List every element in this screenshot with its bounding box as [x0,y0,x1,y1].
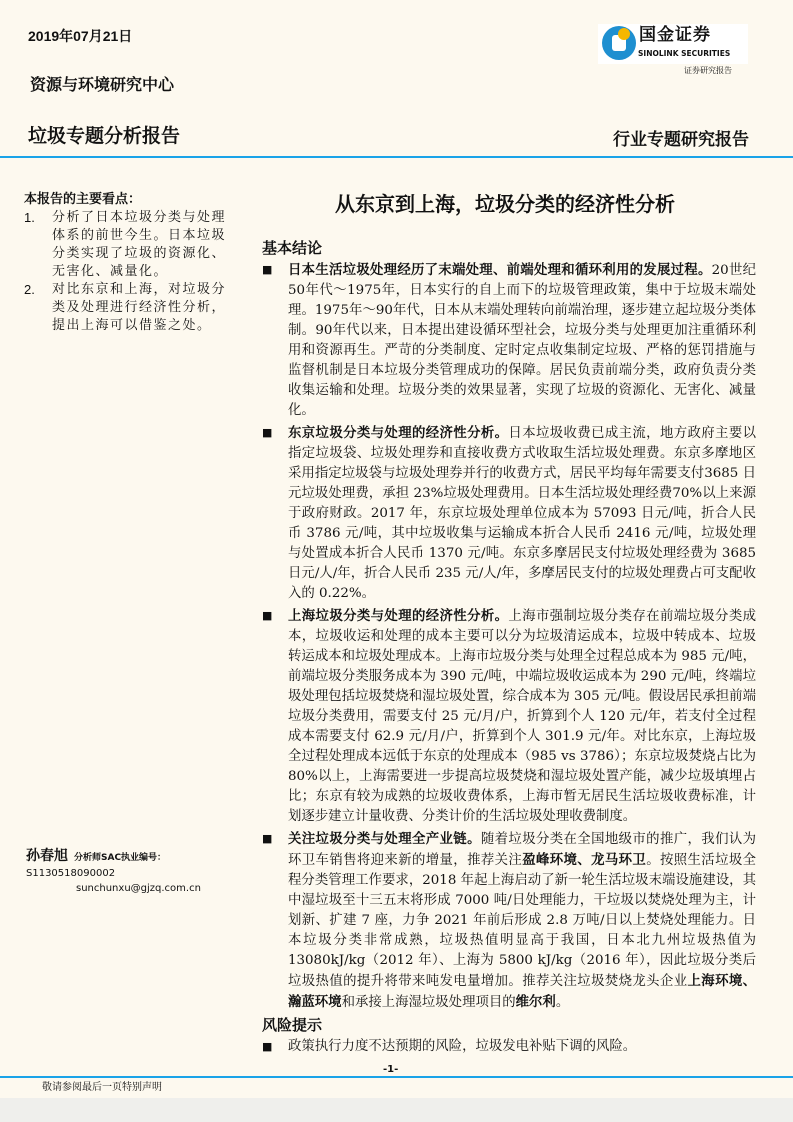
logo-dot-icon [618,28,630,40]
key-point-number: 1. [24,210,35,225]
company-highlight: 维尔利 [515,994,556,1010]
research-center: 资源与环境研究中心 [30,75,175,94]
disclaimer-note: 敬请参阅最后一页特别声明 [42,1082,162,1093]
bullet-square-icon: ■ [262,263,273,276]
bullet-text: 。 [555,995,570,1010]
analyst-email[interactable]: sunchunxu@gjzq.com.cn [76,883,201,894]
bullet-text: 20世纪50年代～1975年，日本实行的自上而下的垃圾管理政策，集中于垃圾末端处理。1975年～90年代，日本从末端处理转向前端治理，逐步建立起垃圾分类体制。90年代以来，日本提出建设循环型社会，垃圾分类与处理更加注重循环利用和资源再生。严苛的分类制度、定时定点收集制定垃圾、严格的惩罚措施与监督机制是日本垃圾分类管理成功的保障。居民负责前端分类，政府负责分类收集运输和处理。垃圾分类的效果显著，实现了垃圾的资源化、无害化、减量化。 [288,263,756,418]
main-title: 从东京到上海，垃圾分类的经济性分析 [335,192,675,216]
bullet-lead: 日本生活垃圾处理经历了末端处理、前端处理和循环利用的发展过程。 [288,262,712,278]
conclusion-bullet [262,260,756,421]
conclusion-bullet [262,829,756,1013]
conclusion-bullet [262,423,756,604]
risk-text: 政策执行力度不达预期的风险，垃圾发电补贴下调的风险。 [288,1039,637,1054]
section-heading-conclusions: 基本结论 [262,239,323,257]
bullet-square-icon: ■ [262,1040,273,1053]
report-title: 垃圾专题分析报告 [28,125,181,147]
analyst-name: 孙春旭 [26,848,68,864]
key-point-number: 2. [24,282,35,297]
bullet-square-icon: ■ [262,832,273,845]
bullet-square-icon: ■ [262,426,273,439]
company-highlight: 盈峰环境、龙马环卫 [522,852,647,868]
section-heading-risks: 风险提示 [262,1016,323,1034]
bullet-square-icon: ■ [262,609,273,622]
logo-en: SINOLINK SECURITIES [638,49,731,58]
key-point-text: 分析了日本垃圾分类与处理体系的前世今生。日本垃圾分类实现了垃圾的资源化、无害化、减量化。 [52,210,227,279]
analyst-label: 分析师SAC执业编号： [74,853,167,863]
bullet-lead: 上海垃圾分类与处理的经济性分析。 [288,608,509,624]
report-date: 2019年07月21日 [28,28,133,44]
key-points-heading: 本报告的主要看点： [24,192,142,207]
bullet-text: 上海市强制垃圾分类存在前端垃圾分类成本，垃圾收运和处理的成本主要可以分为垃圾清运成本，垃圾中转成本、垃圾转运成本和垃圾处理成本。上海市垃圾分类与处理全过程总成本为 985 元/吨，前端垃圾分类服务成本为 390 元/吨，中端垃圾收运成本为 290 元/吨，终端垃圾处理包括垃圾焚烧和湿垃圾处置，综合成本为 305 元/吨。假设居民承担前端垃圾分类费用，需要支付 25 元/月/户，折算到个人 120 元/年，若支付全过程成本需要支付 62.9 元/月/户，折算到个人 301.9 元/年。对比东京，上海垃圾全过程处理成本远低于东京的处理成本（985 vs 3786）；东京垃圾焚烧占比为 80%以上，上海需要进一步提高垃圾焚烧和湿垃圾处置产能，减少垃圾填埋占比；东京有较为成熟的垃圾收费体系，上海市暂无居民生活垃圾收费标准，计划逐步建立计量收费、分类计价的生活垃圾处理收费制度。 [288,609,757,824]
bullet-text: 。按照生活垃圾全程分类管理工作要求，2018 年起上海启动了新一轮生活垃圾末端设施建设，其中湿垃圾至十三五末将形成 7000 吨/日处理能力，干垃圾以焚烧处理为主，计划新、扩建 7 座，力争 2021 年前后形成 2.8 万吨/日以上焚烧处理能力。日本垃圾分类非常成熟，垃圾热值明显高于我国，日本北九州垃圾热值为 13080kJ/kg（2012 年）、上海为 5800 kJ/kg（2016 年），因此垃圾分类后垃圾热值的提升将带来吨发电量增加。推荐关注垃圾焚烧龙头企业 [288,853,757,989]
bullet-lead: 关注垃圾分类与处理全产业链。 [288,831,481,847]
bullet-text: 和承接上海湿垃圾处理项目的 [341,995,516,1010]
analyst-info [26,849,252,896]
bullet-text: 日本垃圾收费已成主流，地方政府主要以指定垃圾袋、垃圾处理券和直接收费方式收取生活垃圾处理费。东京多摩地区采用指定垃圾袋与垃圾处理券并行的收费方式，居民平均每年需要支付3685 日元垃圾处理费，承担 23%垃圾处理费用。日本生活垃圾处理经费70%以上来源于政府财政。2017 年，东京垃圾处理单位成本为 57093 日元/吨，折合人民币 3786 元/吨，其中垃圾收集与运输成本折合人民币 2416 元/吨，垃圾处理与处置成本折合人民币 1370 元/吨。东京多摩居民支付垃圾处理经费为 3685 日元/人/年，折合人民币 235 元/人/年，多摩居民支付的垃圾处理费占可支配收入的 0.22%。 [288,426,757,601]
header-divider [0,156,793,158]
company-highlight: 上海环境、瀚蓝环境 [288,973,757,1010]
bullet-text: 随着垃圾分类在全国地级市的推广，我们认为环卫车销售将迎来新的增量，推荐关注 [288,832,757,868]
key-point [24,209,234,281]
conclusion-bullet [262,606,756,827]
report-type: 行业专题研究报告 [613,130,749,150]
logo-cn: 国金证券 [639,25,711,45]
key-point [24,281,234,335]
main-column [262,190,756,1059]
logo-subtitle: 证券研究报告 [684,66,732,75]
sinolink-logo [598,24,748,64]
risk-bullet [262,1037,756,1057]
footer-divider [0,1076,793,1078]
analyst-id: S1130518090002 [26,868,116,879]
bullet-lead: 东京垃圾分类与处理的经济性分析。 [288,425,509,441]
page-number: -1- [383,1064,399,1075]
key-point-text: 对比东京和上海，对垃圾分类及处理进行经济性分析，提出上海可以借鉴之处。 [52,282,227,333]
key-points-sidebar [24,191,234,335]
